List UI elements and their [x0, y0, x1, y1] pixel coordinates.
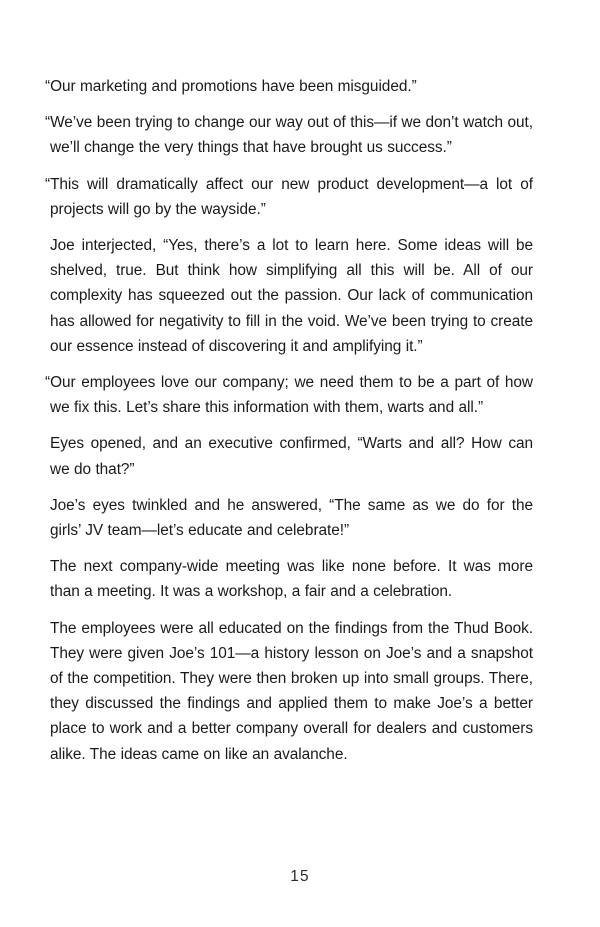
paragraph-eyes-opened: Eyes opened, and an executive confirmed, “Warts and all? How can we do that?” [50, 435, 533, 478]
paragraph-quote-product-development: “This will dramatically affect our new product development—a lot of projects will go by the wayside.” [45, 175, 533, 218]
paragraph-quote-employees: “Our employees love our company; we need them to be a part of how we fix this. Let’s share this information with them, warts and all.” [45, 374, 533, 417]
paragraph-joes-eyes-twinkled: Joe’s eyes twinkled and he answered, “The same as we do for the girls’ JV team—let’s educate and celebrate!” [50, 496, 533, 540]
paragraph-next-meeting: The next company-wide meeting was like none before. It was more than a meeting. It was a workshop, a fair and a celebration. [50, 558, 533, 601]
paragraph-employees-educated: The employees were all educated on the findings from the Thud Book. They were given Joe’s 101—a history lesson on Joe’s and a snapshot of the competition. They were then broken up into small groups. There, they discussed the findings and applied them to make Joe’s a better place to work and a better company overall for dealers and customers alike. The ideas came on like an avalanche. [50, 619, 533, 763]
page-number: 15 [290, 868, 310, 885]
paragraph-quote-marketing: “Our marketing and promotions have been misguided.” [45, 78, 417, 95]
paragraph-joe-interjected: Joe interjected, “Yes, there’s a lot to learn here. Some ideas will be shelved, true. But think how simplifying all this will be. All of our complexity has squeezed out the passion. Our lack of communication has allowed for negativity to fill in the void. We’ve been trying to create our essence instead of discovering it and amplifying it.” [50, 237, 533, 355]
paragraph-quote-change: “We’ve been trying to change our way out of this—if we don’t watch out, we’ll change the very things that have brought us success.” [45, 114, 533, 157]
body-text-block [45, 74, 533, 767]
